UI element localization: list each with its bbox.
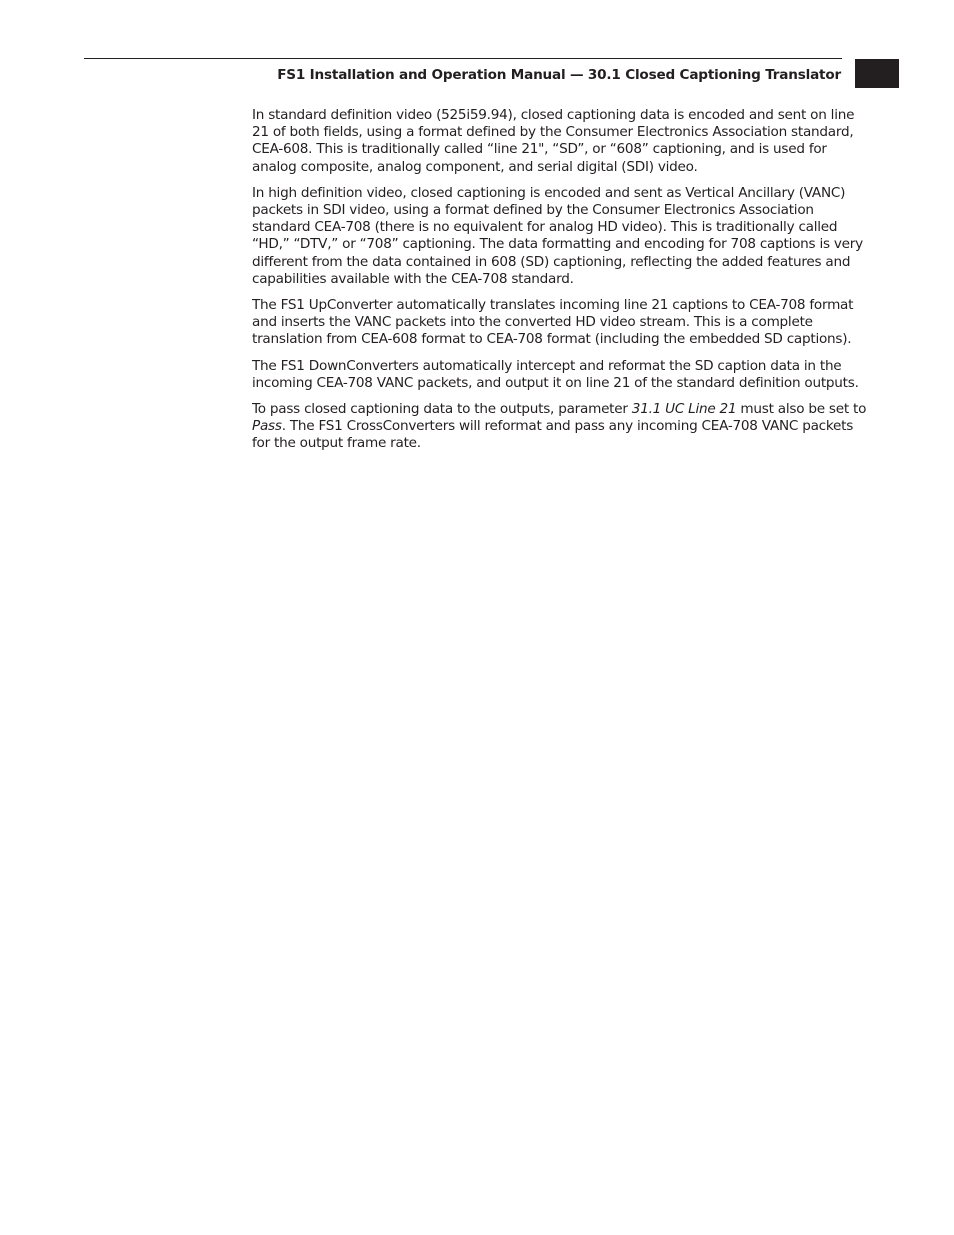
pass-text-3: . The FS1 CrossConverters will reformat and pass any incoming CEA-708 VANC packets for the output frame rate. bbox=[252, 418, 854, 452]
paragraph-upconverter: The FS1 UpConverter automatically translates incoming line 21 captions to CEA-708 format and inserts the VANC packets into the converted HD video stream. This is a complete translation from CEA-608 format to CEA-708 format (including the embedded SD captions). bbox=[252, 297, 854, 348]
parameter-name: 31.1 UC Line 21 bbox=[631, 401, 737, 418]
page-header-title: FS1 Installation and Operation Manual — 30.1 Closed Captioning Translator bbox=[277, 67, 841, 83]
header-rule bbox=[84, 58, 842, 59]
paragraph-hd-captioning: In high definition video, closed captioning is encoded and sent as Vertical Ancillary (VANC) packets in SDI video, using a format defined by the Consumer Electronics Association standard CEA-708 (there is no equivalent for analog HD video). This is traditionally called “HD,” “DTV,” or “708” captioning. The data formatting and encoding for 708 captions is very different from the data contained in 608 (SD) captioning, reflecting the added features and capabilities available with the CEA-708 standard. bbox=[252, 184, 863, 287]
paragraph-sd-captioning: In standard definition video (525i59.94), closed captioning data is encoded and sent on line 21 of both fields, using a format defined by the Consumer Electronics Association standard, CEA-608. This is traditionally called “line 21", “SD”, or “608” captioning, and is used for analog composite, analog component, and serial digital (SDI) video. bbox=[252, 107, 855, 175]
paragraph-downconverters: The FS1 DownConverters automatically intercept and reformat the SD caption data in the incoming CEA-708 VANC packets, and output it on line 21 of the standard definition outputs. bbox=[252, 357, 859, 391]
paragraph-pass-captioning bbox=[252, 401, 870, 453]
pass-text-2: must also be set to bbox=[736, 401, 867, 418]
page-tab-marker bbox=[855, 59, 899, 88]
parameter-value: Pass bbox=[252, 418, 282, 435]
body-text bbox=[252, 107, 870, 462]
pass-text-1: To pass closed captioning data to the outputs, parameter bbox=[252, 401, 632, 418]
